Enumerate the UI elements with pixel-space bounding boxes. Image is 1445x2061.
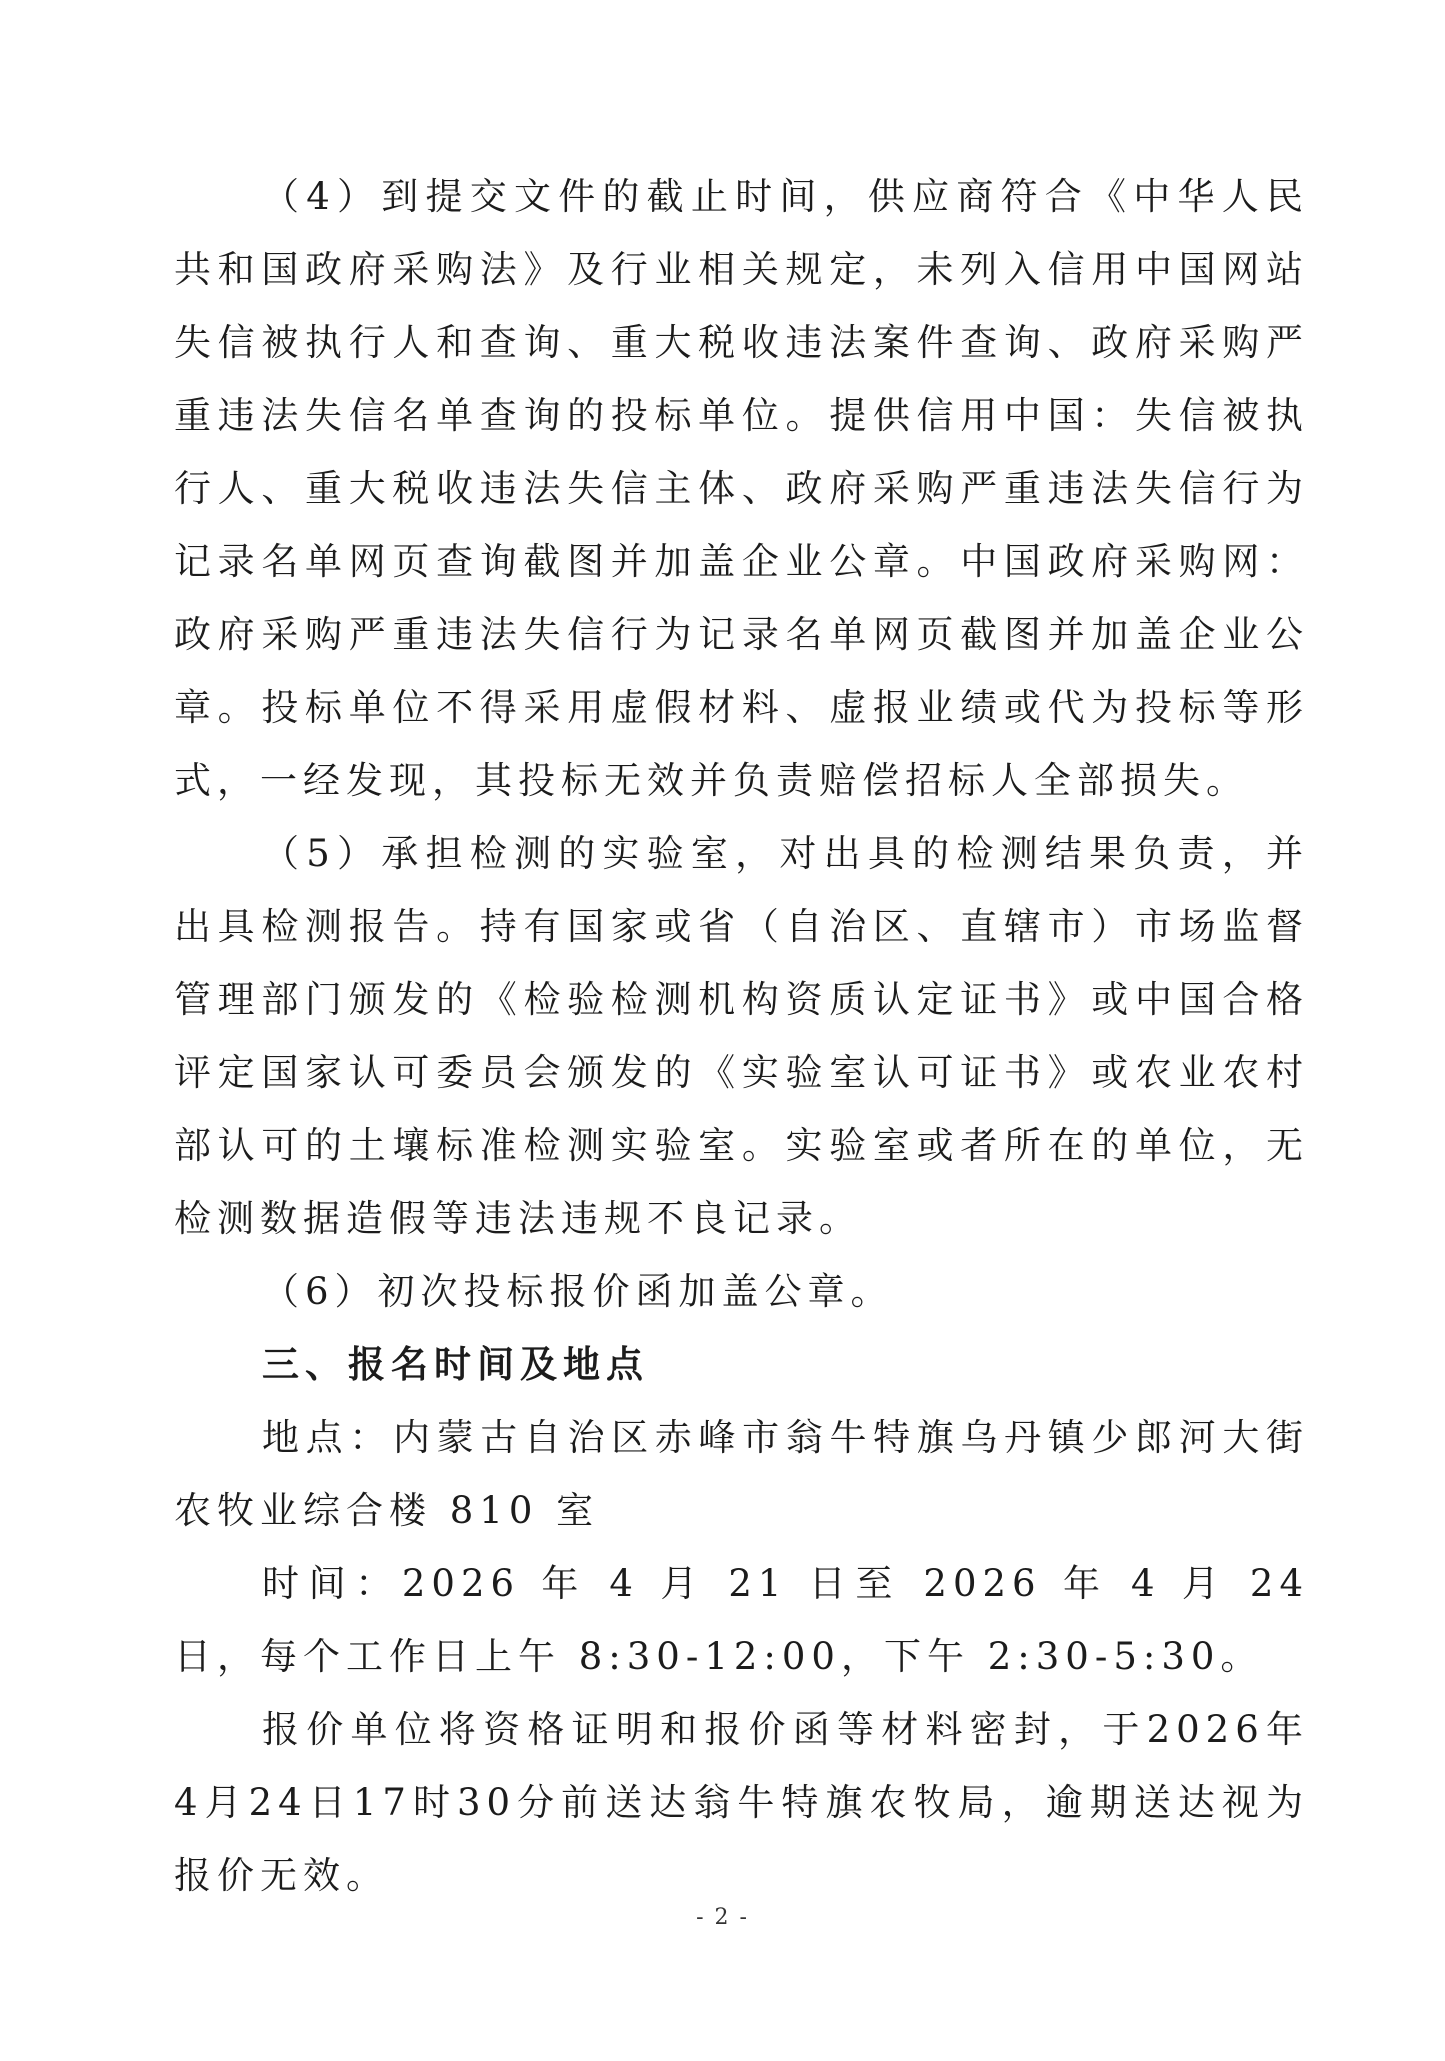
paragraph-item-5: （5）承担检测的实验室，对出具的检测结果负责，并出具检测报告。持有国家或省（自治区、直辖市）市场监督管理部门颁发的《检验检测机构资质认定证书》或中国合格评定国家认可委员会颁发的《实验室认可证书》或农业农村部认可的土壤标准检测实验室。实验室或者所在的单位，无检测数据造假等违法违规不良记录。 [174, 832, 1309, 1240]
paragraph-item-4: （4）到提交文件的截止时间，供应商符合《中华人民共和国政府采购法》及行业相关规定，未列入信用中国网站失信被执行人和查询、重大税收违法案件查询、政府采购严重违法失信名单查询的投标单位。提供信用中国：失信被执行人、重大税收违法失信主体、政府采购严重违法失信行为记录名单网页查询截图并加盖企业公章。中国政府采购网：政府采购严重违法失信行为记录名单网页截图并加盖企业公章。投标单位不得采用虚假材料、虚报业绩或代为投标等形式，一经发现，其投标无效并负责赔偿招标人全部损失。 [174, 175, 1309, 802]
location-paragraph: 地点：内蒙古自治区赤峰市翁牛特旗乌丹镇少郎河大街农牧业综合楼 810 室 [174, 1416, 1309, 1532]
submission-paragraph: 报价单位将资格证明和报价函等材料密封，于2026年4月24日17时30分前送达翁牛特旗农牧局，逾期送达视为报价无效。 [174, 1708, 1309, 1897]
page-number: - 2 - [696, 1905, 749, 1930]
section-heading: 三、报名时间及地点 [262, 1342, 649, 1386]
paragraph-item-6: （6）初次投标报价函加盖公章。 [262, 1270, 894, 1313]
document-body [174, 160, 1309, 1912]
time-paragraph: 时间：2026 年 4 月 21 日至 2026 年 4 月 24 日，每个工作日上午 8:30-12:00，下午 2:30-5:30。 [174, 1562, 1309, 1678]
